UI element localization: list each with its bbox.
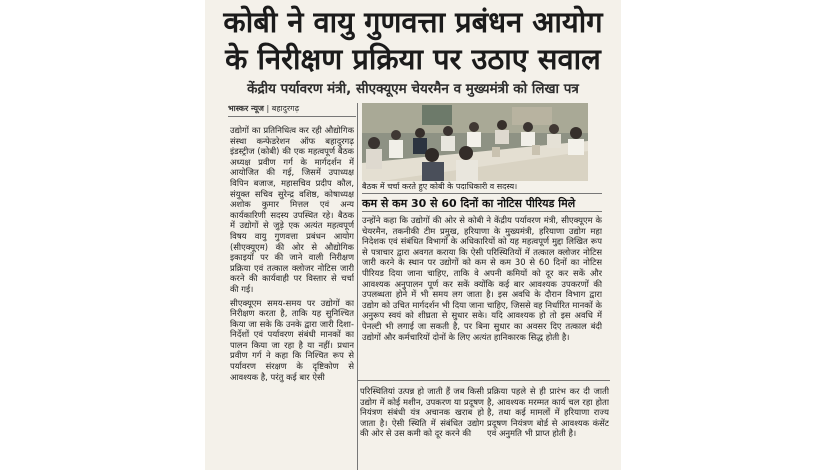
section-heading: कम से कम 30 से 60 दिनों का नोटिस पीरियड मिले [362,197,576,210]
lower-rule [358,380,610,381]
right-bottom-column [487,386,609,470]
byline-place: बहादुरगढ़ [271,104,300,113]
left-paragraph-2: सीएक्यूएम समय-समय पर उद्योगों का निरीक्षण करता है, ताकि यह सुनिश्चित किया जा सके कि उनके द्वारा जारी दिशा-निर्देशों एवं पर्यावरण संबंधी मानकों का पालन किया जा रहा है या नहीं। प्रधान प्रवीण गर्ग ने कहा कि निश्चित रूप से पर्यावरण संरक्षण के दृष्टिकोण से आवश्यक है, परंतु कई बार ऐसी [230,297,354,382]
section-rule [362,211,602,212]
headline-line-1: कोबी ने वायु गुणवत्ता प्रबंधन आयोग [223,5,603,39]
photo-caption: बैठक में चर्चा करते हुए कोबी के पदाधिकारी व सदस्य। [362,182,518,191]
newspaper-clipping [205,0,621,470]
subheadline: केंद्रीय पर्यावरण मंत्री, सीएक्यूएम चेयरमैन व मुख्यमंत्री को लिखा पत्र [247,81,579,97]
meeting-photo-illustration [362,103,588,181]
middle-bottom-column [360,386,484,470]
byline-separator: | [266,104,272,113]
middle-bottom-paragraph: परिस्थितियां उत्पन्न हो जाती हैं जब किसी उद्योग में कोई मशीन, उपकरण या प्रदूषण नियंत्रण संबंधी यंत्र अचानक खराब हो जाता है। ऐसी स्थिति में संबंधित उद्योग की ओर से उस कमी को दूर करने की [360,386,484,439]
byline [228,103,299,114]
meeting-photo [362,103,588,181]
right-paragraph-1: उन्होंने कहा कि उद्योगों की ओर से कोबी ने केंद्रीय पर्यावरण मंत्री, सीएक्यूएम के चेयरमैन, तकनीकी टीम प्रमुख, हरियाणा के मुख्यमंत्री, हरियाणा उद्योग महा निदेशक एवं संबंधित विभागों के अधिकारियों को यह महत्वपूर्ण मुद्दा लिखित रूप से पत्राचार द्वारा अवगत कराया कि ऐसी परिस्थितियों में तत्काल क्लोजर नोटिस जारी करने के स्थान पर उद्योगों को कम से कम 30 से 60 दिनों का नोटिस पीरियड दिया जाना चाहिए, ताकि वे अपनी कमियों को दूर कर सकें और आवश्यक अनुपालन पूर्ण कर सकें क्योंकि कई बार आवश्यक उपकरणों की उपलब्धता होने में भी समय लग जाता है। इस अवधि के दौरान विभाग द्वारा उद्योग को उचित मार्गदर्शन भी दिया जाना चाहिए, जिससे वह निर्धारित मानकों के अनुरूप स्वयं को शीघ्रता से सुधार सके। यदि आवश्यक हो तो इस अवधि में पेनल्टी भी लगाई जा सकती है, पर बिना सुधार का अवसर दिए तत्काल बंदी उद्योगों और कर्मचारियों दोनों के लिए अत्यंत हानिकारक सिद्ध होती है। [362,215,602,342]
right-column-main [362,215,602,365]
left-paragraph-1: उद्योगों का प्रतिनिधित्व कर रही औद्योगिक संस्था कन्फेडरेशन ऑफ बहादुरगढ़ इंडस्ट्रीज (कोबी) की एक महत्वपूर्ण बैठक अध्यक्ष प्रवीण गर्ग के मार्गदर्शन में आयोजित की गई, जिसमें उपाध्यक्ष विपिन बजाज, महासचिव प्रदीप कौल, संयुक्त सचिव सुरेन्द्र वशिष्ठ, कोषाध्यक्ष अशोक कुमार मित्तल एवं अन्य कार्यकारिणी सदस्य उपस्थित रहे। बैठक में उद्योगों से जुड़े एक अत्यंत महत्वपूर्ण विषय वायु गुणवत्ता प्रबंधन आयोग (सीएक्यूएम) की ओर से औद्योगिक इकाइयों पर की जाने वाली निरीक्षण प्रक्रिया एवं तत्काल क्लोजर नोटिस जारी करने की कार्यवाही पर विस्तार से चर्चा की गई। [230,125,354,294]
byline-source: भास्कर न्यूज [228,104,264,113]
byline-rule [228,116,356,117]
right-bottom-paragraph: प्रक्रिया पहले से ही प्रारंभ कर दी जाती है, आवश्यक मरम्मत कार्य चल रहा होता है, तथा कई मामलों में हरियाणा राज्य प्रदूषण नियंत्रण बोर्ड से आवश्यक कंसेंट एवं अनुमति भी प्राप्त होती है। [487,386,609,439]
headline-line-2: के निरीक्षण प्रक्रिया पर उठाए सवाल [225,42,601,76]
caption-rule [362,193,602,194]
column-rule [357,103,358,470]
left-column [230,125,354,470]
